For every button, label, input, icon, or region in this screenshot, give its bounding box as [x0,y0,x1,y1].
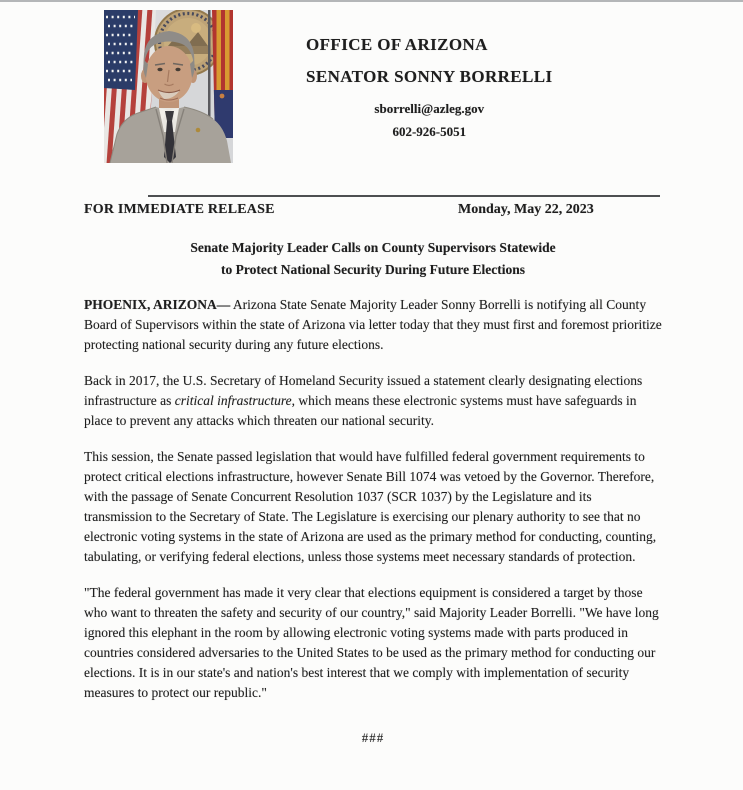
contact-phone: 602-926-5051 [392,124,467,139]
office-header [306,35,553,140]
press-release-body [84,295,662,748]
lapel-pin [196,128,201,133]
dateline-lead: PHOENIX, ARIZONA— [84,297,231,312]
paragraph-2-text: Back in 2017, the U.S. Secretary of Homeland Security issued a statement clearly designating elections infrastructure as [84,373,643,408]
release-date: Monday, May 22, 2023 [458,202,594,217]
end-mark: ### [361,730,385,745]
release-label: FOR IMMEDIATE RELEASE [84,202,275,217]
office-title-line1: OFFICE OF ARIZONA [306,35,488,54]
divider-rule [148,195,660,197]
office-title-line2: SENATOR SONNY BORRELLI [306,67,553,86]
headline-line2: to Protect National Security During Future Elections [221,262,525,277]
paragraph-2-italic: critical infrastructure [174,393,292,408]
senator-photo-image [104,10,233,163]
dateline-text: Arizona State Senate Majority Leader Sonny Borrelli is notifying all County Board of Supervisors within the state of Arizona via letter today that they must first and foremost prioritize protecting national security during any future elections. [84,297,662,352]
paragraph-3: This session, the Senate passed legislation that would have fulfilled federal government requirements to protect critical elections infrastructure, however Senate Bill 1074 was vetoed by the Governor. Therefore, with the passage of Senate Concurrent Resolution 1037 (SCR 1037) by the Legislature and its transmission to the Secretary of State. The Legislature is exercising our plenary authority to see that no electronic voting systems in the state of Arizona are used as the primary method for conducting, counting, tabulating, or verifying federal elections, unless those systems meet necessary standards of protection. [84,449,657,564]
paragraph-dateline [84,295,662,355]
senator-photo [104,10,233,163]
paragraph-2 [84,371,662,431]
contact-email: sborrelli@azleg.gov [374,101,485,116]
paragraph-2-text-end: , which means these electronic systems must have safeguards in place to prevent any attacks which threaten our national security. [84,393,637,428]
paragraph-4-quote: "The federal government has made it very clear that elections equipment is considered a target by those who want to threaten the safety and security of our country," said Majority Leader Borrelli. "We have long ignored this elephant in the room by allowing electronic voting systems made with parts produced in countries considered adversaries to the United States to be used as the primary method for conducting our elections. It is in our state's and nation's best interest that we comply with implementation of security measures to protect our republic." [84,585,659,700]
headline-line1: Senate Majority Leader Calls on County Supervisors Statewide [190,240,556,255]
headline [84,237,662,281]
